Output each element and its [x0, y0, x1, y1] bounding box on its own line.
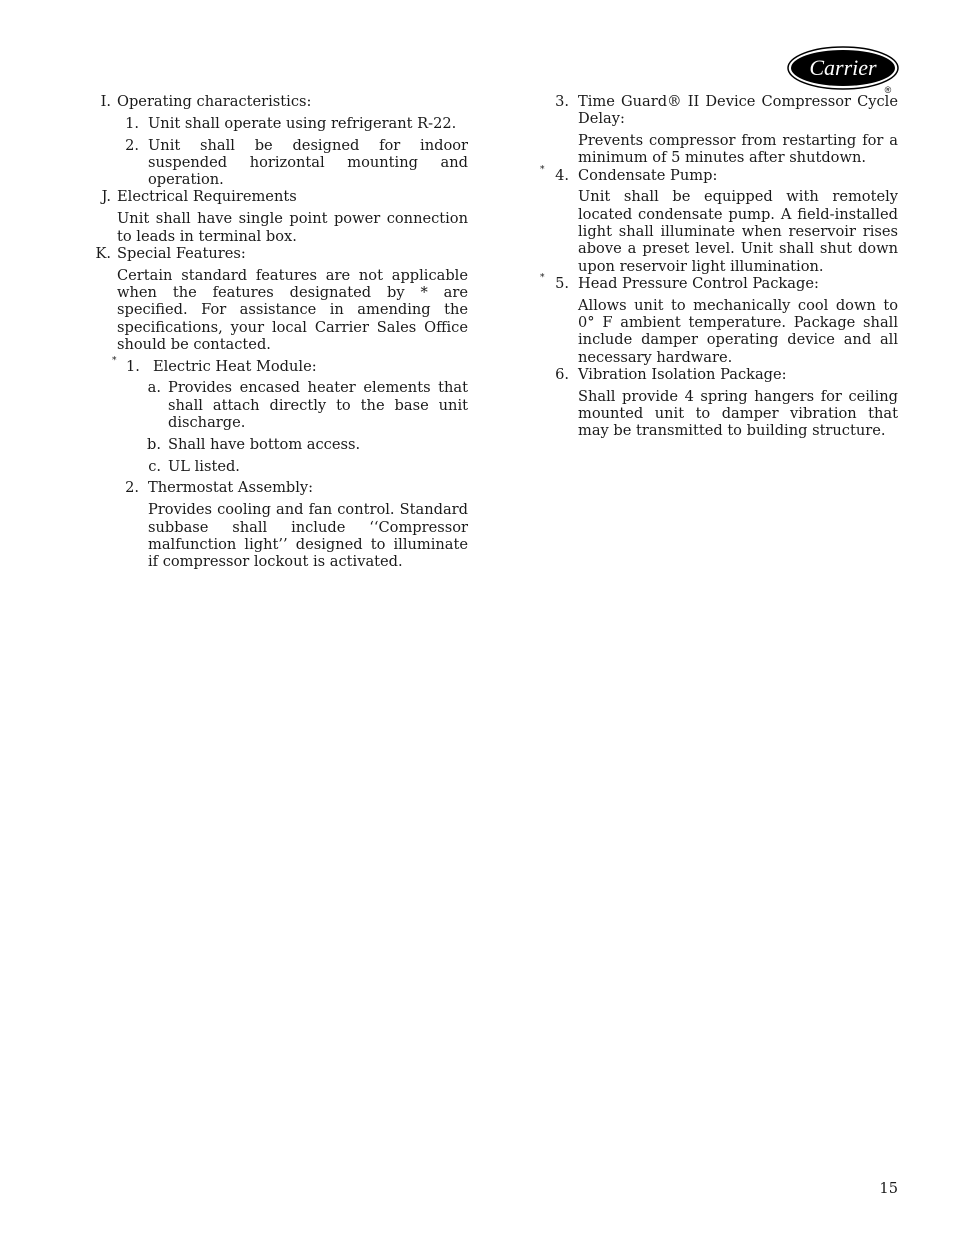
sub-marker: b. [147, 435, 161, 453]
section-I [92, 93, 468, 188]
list-item-heading: Electric Heat Module: [152, 357, 317, 375]
item-3 [540, 93, 898, 167]
section-marker: J. [101, 188, 111, 206]
option-asterisk: * [540, 272, 545, 283]
list-item: Unit shall operate using refrigerant R-22. [148, 114, 457, 132]
sub-item: Provides encased heater elements that shall attach directly to the base unit discharge. [168, 379, 468, 432]
sub-marker: a. [147, 379, 161, 397]
left-column [92, 93, 468, 570]
list-item-heading: Thermostat Assembly: [148, 479, 314, 497]
carrier-logo [787, 46, 901, 96]
section-heading: Special Features: [117, 244, 246, 262]
item-4 [540, 164, 898, 275]
section-K [92, 245, 468, 571]
list-item-heading: Head Pressure Control Package: [578, 274, 819, 292]
section-heading: Electrical Requirements [117, 188, 297, 206]
page-number: 15 [879, 1180, 898, 1197]
list-marker: 3. [555, 93, 569, 110]
list-item-heading: Condensate Pump: [578, 166, 718, 184]
list-marker: 1. [125, 114, 139, 132]
option-asterisk: * [112, 355, 117, 366]
list-marker: 4. [555, 166, 569, 184]
list-item-heading: Vibration Isolation Package: [578, 365, 787, 383]
logo-wordmark: Carrier [809, 55, 877, 80]
section-heading: Operating characteristics: [117, 93, 312, 110]
paragraph: Allows unit to mechanically cool down to 0° F ambient temperature. Package shall include damper operating device and all necessary hardware. [578, 296, 898, 366]
list-item: Unit shall be designed for indoor suspended horizontal mounting and operation. [148, 136, 468, 189]
item-6 [540, 366, 898, 440]
item-5 [540, 272, 898, 366]
section-marker: K. [95, 244, 111, 262]
paragraph: Unit shall be equipped with remotely located condensate pump. A field-installed light shall illuminate when reservoir rises above a preset level. Unit shall shut down upon reservoir light illumination. [578, 188, 898, 275]
option-asterisk: * [540, 164, 545, 175]
sub-item: Shall have bottom access. [168, 435, 361, 453]
paragraph: Unit shall have single point power connection to leads in terminal box. [117, 210, 468, 245]
list-marker: 5. [555, 274, 569, 292]
section-marker: I. [100, 93, 111, 110]
list-marker: 2. [125, 479, 139, 497]
list-marker: 6. [555, 365, 569, 383]
sub-marker: c. [148, 457, 161, 475]
paragraph: Shall provide 4 spring hangers for ceiling mounted unit to damper vibration that may be transmitted to building structure. [578, 387, 898, 440]
right-column [540, 93, 898, 440]
paragraph: Provides cooling and fan control. Standard subbase shall include ‘‘Compressor malfunction light’’ designed to illuminate if compressor lockout is activated. [148, 501, 468, 571]
paragraph: Prevents compressor from restarting for a minimum of 5 minutes after shutdown. [578, 132, 898, 167]
sub-item: UL listed. [168, 457, 240, 475]
list-marker: 1. [126, 357, 140, 375]
paragraph: Certain standard features are not applicable when the features designated by * are specified. For assistance in amending the specifications, your local Carrier Sales Office should be contacted. [117, 266, 468, 353]
list-item-heading: Time Guard® II Device Compressor Cycle Delay: [578, 93, 898, 128]
list-marker: 2. [125, 136, 139, 154]
section-J [92, 188, 468, 244]
registered-mark: ® [884, 85, 892, 95]
